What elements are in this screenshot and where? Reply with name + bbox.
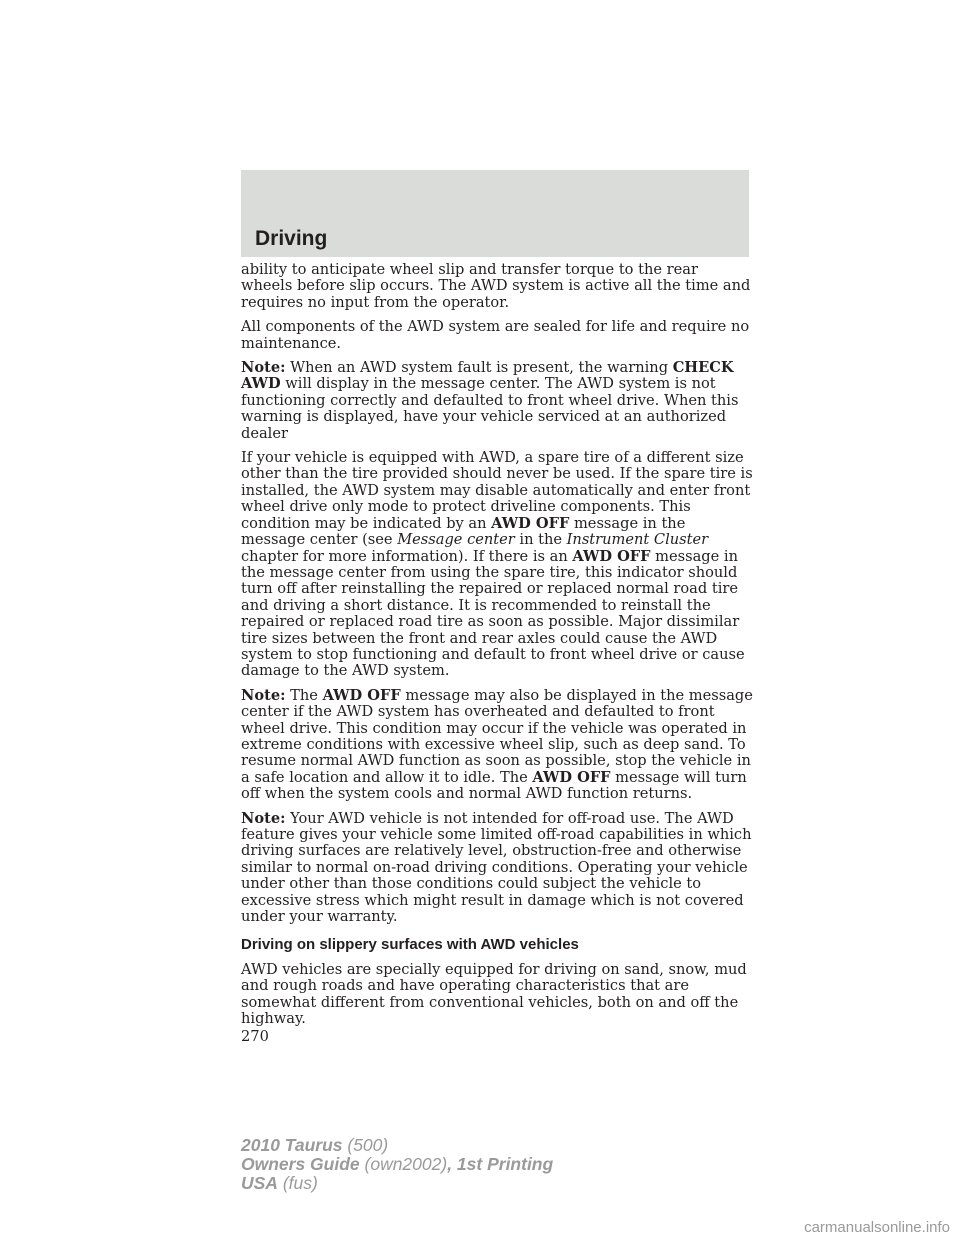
site-watermark: carmanualsonline.info	[804, 1219, 950, 1236]
note-awd-overheat	[241, 688, 753, 803]
note-check-awd	[241, 360, 753, 442]
section-heading: Driving on slippery surfaces with AWD vehicles	[241, 936, 579, 954]
footer-printing: , 1st Printing	[447, 1154, 554, 1174]
paragraph-slippery-surfaces: AWD vehicles are specially equipped for driving on sand, snow, mud and rough roads and have operating characteristics that are somewhat different from conventional vehicles, both on and off the highway.	[241, 960, 747, 1028]
note-label: Note:	[241, 359, 286, 377]
note-label: Note:	[241, 809, 286, 827]
footer-guide: Owners Guide	[241, 1154, 360, 1174]
awd-off-message: AWD OFF	[572, 547, 651, 565]
page-number: 270	[241, 1028, 269, 1046]
document-footer	[241, 1136, 553, 1193]
note-text: When an AWD system fault is present, the warning	[290, 359, 673, 377]
awd-off-message: AWD OFF	[491, 514, 570, 532]
awd-off-message: AWD OFF	[532, 768, 611, 786]
paragraph-spare-tire	[241, 450, 753, 680]
text-run: Your AWD vehicle is not intended for off-road use. The AWD feature gives your vehicle some limited off-road capabilities in which driving surfaces are relatively level, obstruction-free and otherwise similar to normal on-road driving conditions. Operating your vehicle under other than those conditions could subject the vehicle to excessive stress which might result in damage which is not covered under your warranty.	[241, 809, 752, 926]
page-body	[241, 262, 753, 1046]
text-run: message in the message center from using the spare tire, this indicator should turn off after reinstalling the repaired or replaced normal road tire and driving a short distance. It is recommended to reinstall the repaired or replaced road tire as soon as possible. Major dissimilar tire sizes between the front and rear axles could cause the AWD system to stop functioning and default to front wheel drive or cause damage to the AWD system.	[241, 547, 745, 680]
footer-line-guide	[241, 1155, 553, 1174]
awd-off-message: AWD OFF	[322, 686, 401, 704]
footer-line-market	[241, 1174, 553, 1193]
note-off-road	[241, 811, 753, 926]
paragraph-awd-maintenance: All components of the AWD system are sealed for life and require no maintenance.	[241, 318, 750, 352]
note-text: will display in the message center. The AWD system is not functioning correctly and defaulted to front wheel drive. When this warning is displayed, have your vehicle serviced at an authorized dealer	[241, 375, 739, 442]
text-run: message in the message center (see	[241, 514, 686, 549]
text-run: The	[285, 686, 323, 704]
footer-market-code: (fus)	[277, 1173, 318, 1193]
text-run: If your vehicle is equipped with AWD, a spare tire of a different size other than the tire provided should never be used. If the spare tire is installed, the AWD system may disable automatically and enter front wheel drive only mode to protect driveline components. This condition may be indicated by an	[241, 449, 753, 532]
text-run: message will turn off when the system cools and normal AWD function returns.	[241, 768, 747, 803]
footer-line-model	[241, 1136, 553, 1155]
paragraph-awd-intro: ability to anticipate wheel slip and transfer torque to the rear wheels before slip occurs. The AWD system is active all the time and requires no input from the operator.	[241, 261, 751, 311]
chapter-title: Driving	[255, 227, 328, 250]
text-run: message may also be displayed in the message center if the AWD system has overheated and defaulted to front wheel drive. This condition may occur if the vehicle was operated in extreme conditions with excessive wheel slip, such as deep sand. To resume normal AWD function as soon as possible, stop the vehicle in a safe location and allow it to idle. The	[241, 686, 753, 786]
footer-model: 2010 Taurus	[241, 1135, 343, 1155]
warning-check-awd: CHECK AWD	[241, 359, 734, 393]
cross-reference-message-center: Message center	[397, 531, 515, 549]
chapter-header-band	[241, 170, 749, 257]
cross-reference-instrument-cluster: Instrument Cluster	[566, 531, 709, 549]
text-run: in the	[514, 531, 567, 549]
footer-guide-code: (own2002)	[359, 1154, 448, 1174]
footer-market: USA	[241, 1173, 278, 1193]
note-label: Note:	[241, 686, 286, 704]
footer-model-code: (500)	[342, 1135, 389, 1155]
text-run: chapter for more information). If there is an	[241, 547, 573, 565]
